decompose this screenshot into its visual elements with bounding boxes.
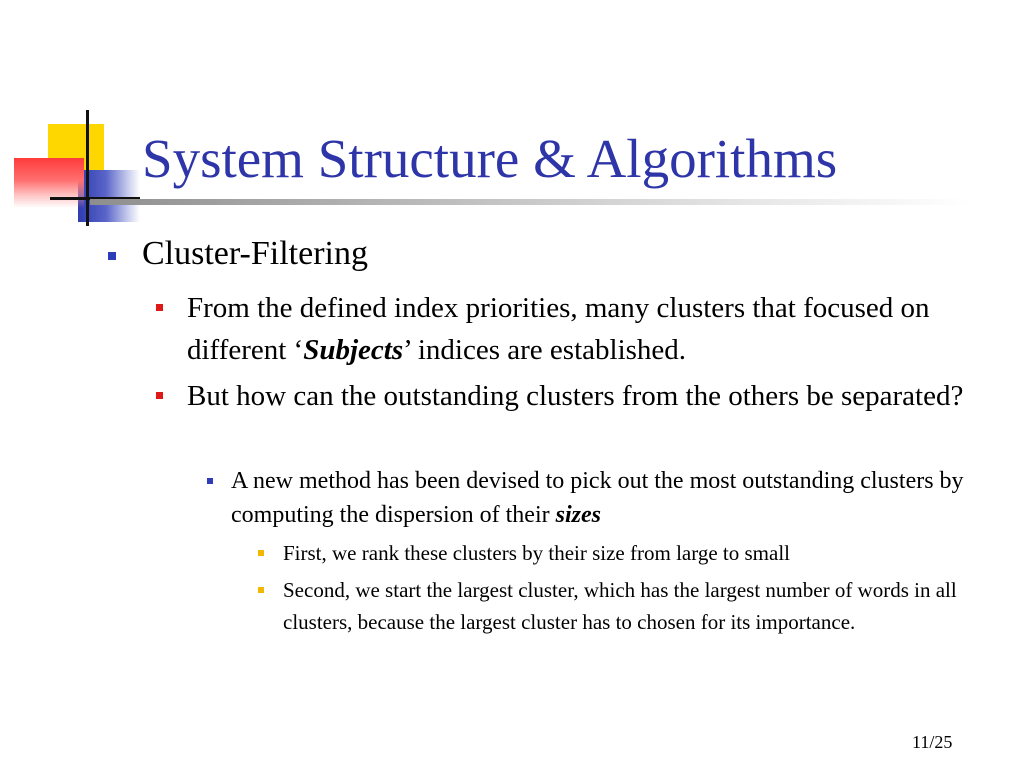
bullet-second-largest <box>283 574 1003 638</box>
page-number: 11/25 <box>912 732 953 752</box>
bullet-cluster-filtering <box>142 234 368 274</box>
red-square <box>14 158 84 208</box>
bullet-defined-index <box>187 287 967 371</box>
bullet-emphasis: sizes <box>555 502 601 528</box>
bullet-text-pre: A new method has been devised to pick out the most outstanding clusters by computing the dispersion of their <box>231 468 964 528</box>
bullet-emphasis: Subjects <box>303 334 404 366</box>
bullet-text: First, we rank these clusters by their size from large to small <box>283 541 790 565</box>
vertical-line <box>86 110 89 226</box>
bullet-how-separated <box>187 375 967 417</box>
bullet-text-pre: From the defined index priorities, many clusters that focused on different ‘ <box>187 292 930 366</box>
square-bullet-icon <box>207 478 213 484</box>
square-bullet-icon <box>108 252 116 260</box>
bullet-new-method <box>231 464 991 532</box>
bullet-text: Cluster-Filtering <box>142 235 368 272</box>
title-underline <box>90 199 970 205</box>
bullet-text: Second, we start the largest cluster, which has the largest number of words in all clusters, because the largest cluster has to chosen for its importance. <box>283 578 957 634</box>
slide-title: System Structure & Algorithms <box>142 128 838 189</box>
square-bullet-icon <box>258 587 264 593</box>
square-bullet-icon <box>258 550 264 556</box>
bullet-text: But how can the outstanding clusters from the others be separated? <box>187 380 964 412</box>
square-bullet-icon <box>156 392 163 399</box>
title-decoration <box>0 0 140 230</box>
square-bullet-icon <box>156 304 163 311</box>
bullet-text-post: ’ indices are established. <box>403 334 687 366</box>
bullet-first-rank <box>283 537 1003 569</box>
